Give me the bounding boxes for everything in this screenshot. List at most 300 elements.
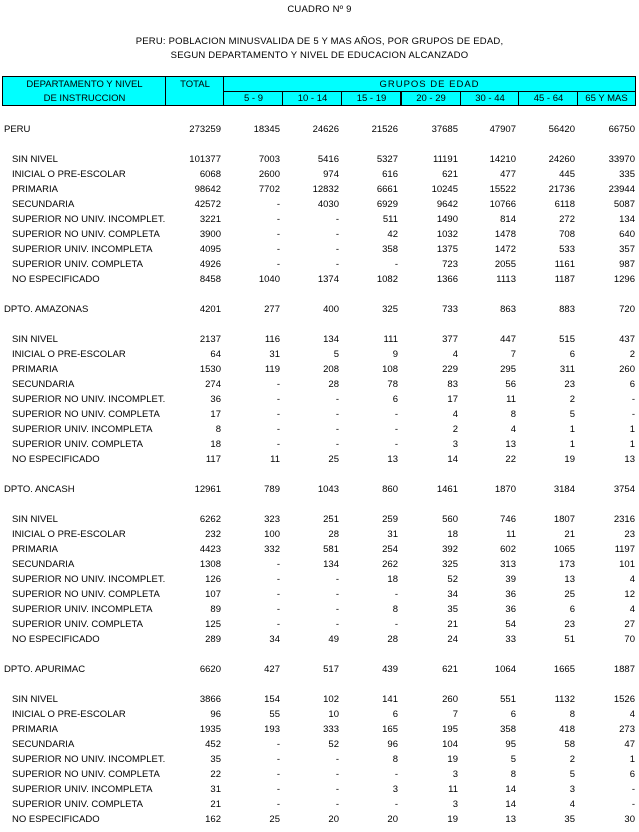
- cell-total: 36: [210, 394, 221, 405]
- cell-value: 154: [264, 694, 280, 705]
- cell-value: 6: [392, 709, 398, 720]
- cell-total: 96: [210, 709, 221, 720]
- row-label: SIN NIVEL: [12, 694, 58, 705]
- table-row: [0, 227, 639, 242]
- cell-value: 54: [505, 619, 516, 630]
- cell-value: 104: [442, 739, 458, 750]
- cell-value: 18345: [253, 124, 280, 135]
- cell-value: 11: [270, 454, 280, 465]
- header-divider: [518, 91, 519, 105]
- cell-value: 56: [505, 379, 516, 390]
- cell-value: 723: [442, 259, 458, 270]
- row-label: SIN NIVEL: [12, 154, 58, 165]
- cell-value: 1526: [613, 694, 635, 705]
- cell-value: 277: [264, 304, 280, 315]
- cell-value: 3: [452, 799, 458, 810]
- cell-value: 28: [387, 634, 398, 645]
- cell-value: -: [335, 574, 339, 585]
- cell-value: 15522: [489, 184, 516, 195]
- cell-total: 107: [205, 589, 221, 600]
- cell-total: 6262: [199, 514, 221, 525]
- cell-value: 34: [447, 589, 458, 600]
- cell-value: -: [394, 769, 398, 780]
- cell-value: 4: [629, 604, 635, 615]
- cell-value: -: [335, 589, 339, 600]
- header-age-20-29: 20 - 29: [416, 93, 446, 104]
- cell-total: 4201: [199, 304, 221, 315]
- cell-value: 24626: [312, 124, 339, 135]
- table-row: [0, 587, 639, 602]
- cell-value: 273: [619, 724, 635, 735]
- cell-value: 5: [333, 349, 339, 360]
- table-row: [0, 182, 639, 197]
- table-row: [0, 722, 639, 737]
- cell-value: 272: [559, 214, 575, 225]
- cell-value: 6661: [376, 184, 398, 195]
- cell-value: 260: [442, 694, 458, 705]
- section-label: DPTO. APURIMAC: [4, 664, 86, 675]
- cell-value: 511: [382, 214, 398, 225]
- cell-value: 325: [382, 304, 398, 315]
- cell-value: 3: [392, 784, 398, 795]
- header-total: TOTAL: [180, 79, 210, 90]
- header-divider: [282, 91, 283, 105]
- cell-value: 2600: [258, 169, 280, 180]
- cell-value: -: [394, 439, 398, 450]
- cell-value: 36: [505, 604, 516, 615]
- row-label: SIN NIVEL: [12, 514, 58, 525]
- header-age-10-14: 10 - 14: [297, 93, 328, 104]
- cell-value: 6: [392, 394, 398, 405]
- cell-value: 6118: [554, 199, 575, 210]
- cell-value: 2: [569, 394, 575, 405]
- cell-value: 5: [569, 409, 575, 420]
- cell-value: 31: [387, 529, 398, 540]
- cell-value: 25: [564, 589, 575, 600]
- cell-value: 1043: [317, 484, 339, 495]
- cell-value: 358: [500, 724, 516, 735]
- cell-total: 1530: [199, 364, 221, 375]
- cell-value: 55: [269, 709, 280, 720]
- cell-value: 10: [328, 709, 339, 720]
- cell-value: 262: [382, 559, 398, 570]
- cell-value: -: [276, 379, 280, 390]
- cell-value: -: [276, 784, 280, 795]
- cell-value: 1472: [494, 244, 516, 255]
- cell-total: 126: [205, 574, 221, 585]
- cell-value: 427: [264, 664, 280, 675]
- cell-total: 3221: [199, 214, 221, 225]
- cell-value: 42: [387, 229, 398, 240]
- header-department-line1: DEPARTAMENTO Y NIVEL: [26, 79, 143, 90]
- cell-value: 229: [442, 364, 458, 375]
- section-label: DPTO. AMAZONAS: [4, 304, 89, 315]
- cell-total: 8458: [199, 274, 221, 285]
- cell-value: -: [631, 784, 635, 795]
- table-row: [0, 167, 639, 182]
- table-header: [2, 76, 636, 106]
- cell-value: 1032: [436, 229, 458, 240]
- table-row: [0, 752, 639, 767]
- cell-value: 313: [500, 559, 516, 570]
- cell-value: 6: [569, 604, 575, 615]
- cell-value: 35: [447, 604, 458, 615]
- section-total-row: [0, 662, 639, 677]
- cell-value: 70: [624, 634, 635, 645]
- cell-value: 11191: [432, 154, 458, 165]
- cell-value: 863: [500, 304, 516, 315]
- cell-value: 1132: [554, 694, 575, 705]
- cell-value: 325: [442, 559, 458, 570]
- header-department-line2: DE INSTRUCCION: [43, 93, 126, 104]
- cell-value: 134: [323, 559, 339, 570]
- cell-value: -: [335, 259, 339, 270]
- cell-value: -: [276, 619, 280, 630]
- cell-value: 1082: [376, 274, 398, 285]
- row-label: PRIMARIA: [12, 544, 58, 555]
- cell-value: 11: [506, 529, 516, 540]
- cell-value: 418: [559, 724, 575, 735]
- table-row: [0, 362, 639, 377]
- cell-value: 445: [559, 169, 575, 180]
- cell-value: 5087: [613, 199, 635, 210]
- header-age-groups: GRUPOS DE EDAD: [379, 79, 480, 90]
- cell-total: 101377: [189, 154, 221, 165]
- cell-value: 1064: [494, 664, 516, 675]
- cell-value: 19: [564, 454, 575, 465]
- cell-value: 517: [323, 664, 339, 675]
- cell-value: -: [335, 604, 339, 615]
- cell-value: 30: [624, 814, 635, 825]
- row-label: NO ESPECIFICADO: [12, 634, 100, 645]
- table-row: [0, 737, 639, 752]
- cell-value: -: [276, 754, 280, 765]
- cell-value: 4: [569, 799, 575, 810]
- cell-value: 1665: [553, 664, 575, 675]
- cell-value: 2: [452, 424, 458, 435]
- row-label: SUPERIOR UNIV. INCOMPLETA: [12, 424, 153, 435]
- table-row: [0, 377, 639, 392]
- cell-total: 6620: [199, 664, 221, 675]
- cell-total: 289: [205, 634, 221, 645]
- cell-value: -: [631, 394, 635, 405]
- table-row: [0, 212, 639, 227]
- row-label: INICIAL O PRE-ESCOLAR: [12, 169, 126, 180]
- cell-value: 25: [328, 454, 339, 465]
- cell-value: 21736: [548, 184, 575, 195]
- cell-total: 12961: [194, 484, 221, 495]
- row-label: INICIAL O PRE-ESCOLAR: [12, 709, 126, 720]
- cell-value: 119: [264, 364, 280, 375]
- table-row: [0, 812, 639, 827]
- cell-total: 117: [205, 454, 221, 465]
- cell-total: 3866: [199, 694, 221, 705]
- cell-value: 708: [559, 229, 575, 240]
- cell-value: 12832: [312, 184, 339, 195]
- header-age-65-plus: 65 Y MAS: [585, 93, 628, 104]
- cell-total: 1308: [199, 559, 221, 570]
- header-divider: [223, 91, 635, 92]
- table-row: [0, 452, 639, 467]
- cell-value: -: [335, 409, 339, 420]
- cell-total: 31: [210, 784, 221, 795]
- cell-value: 323: [264, 514, 280, 525]
- cell-value: 23: [564, 619, 575, 630]
- cell-value: 720: [619, 304, 635, 315]
- cell-value: -: [276, 214, 280, 225]
- cell-value: 28: [328, 379, 339, 390]
- table-row: [0, 242, 639, 257]
- cell-value: 21: [564, 529, 575, 540]
- table-row: [0, 602, 639, 617]
- cell-value: 5416: [317, 154, 339, 165]
- cell-value: 56420: [548, 124, 575, 135]
- cell-value: 4: [452, 349, 458, 360]
- table-row: [0, 782, 639, 797]
- cell-value: -: [276, 799, 280, 810]
- cell-value: -: [335, 424, 339, 435]
- row-label: SUPERIOR UNIV. COMPLETA: [12, 619, 143, 630]
- cell-total: 8: [215, 424, 221, 435]
- cell-value: 208: [323, 364, 339, 375]
- cell-value: -: [276, 394, 280, 405]
- cell-total: 6068: [199, 169, 221, 180]
- cell-value: -: [394, 259, 398, 270]
- cell-value: 1375: [436, 244, 458, 255]
- cell-value: 746: [500, 514, 516, 525]
- cell-value: -: [276, 199, 280, 210]
- cell-total: 4926: [199, 259, 221, 270]
- cell-total: 274: [205, 379, 221, 390]
- cell-value: -: [276, 424, 280, 435]
- cell-value: 311: [559, 364, 575, 375]
- cell-value: 24: [447, 634, 458, 645]
- table-row: [0, 422, 639, 437]
- cell-value: 260: [619, 364, 635, 375]
- cell-value: 581: [323, 544, 339, 555]
- cell-value: 1187: [554, 274, 575, 285]
- cell-value: 19: [447, 814, 458, 825]
- header-age-45-64: 45 - 64: [533, 93, 564, 104]
- cell-value: 560: [442, 514, 458, 525]
- cell-value: 640: [619, 229, 635, 240]
- cell-value: 400: [323, 304, 339, 315]
- cell-value: -: [335, 769, 339, 780]
- cell-value: -: [276, 229, 280, 240]
- cell-value: 1: [569, 424, 575, 435]
- cell-total: 2137: [199, 334, 221, 345]
- row-label: SUPERIOR NO UNIV. INCOMPLET.: [12, 754, 166, 765]
- table-row: [0, 767, 639, 782]
- cell-total: 162: [205, 814, 221, 825]
- cell-value: 165: [382, 724, 398, 735]
- row-label: SUPERIOR UNIV. INCOMPLETA: [12, 244, 153, 255]
- cell-value: 10245: [431, 184, 458, 195]
- cell-value: -: [631, 799, 635, 810]
- cell-value: 602: [500, 544, 516, 555]
- cell-value: 5: [569, 769, 575, 780]
- cell-total: 4423: [199, 544, 221, 555]
- cell-value: 6: [510, 709, 516, 720]
- cell-value: 6: [629, 379, 635, 390]
- cell-value: 27: [624, 619, 635, 630]
- cell-value: 621: [442, 169, 458, 180]
- cell-value: 1: [629, 424, 635, 435]
- row-label: SUPERIOR UNIV. INCOMPLETA: [12, 784, 153, 795]
- cell-value: -: [276, 439, 280, 450]
- cell-total: 18: [210, 439, 221, 450]
- cell-value: 447: [500, 334, 516, 345]
- cell-value: 377: [442, 334, 458, 345]
- row-label: SUPERIOR NO UNIV. COMPLETA: [12, 769, 160, 780]
- row-label: NO ESPECIFICADO: [12, 814, 100, 825]
- cell-value: 1374: [317, 274, 339, 285]
- cell-value: 987: [619, 259, 635, 270]
- cell-total: 22: [210, 769, 221, 780]
- cell-value: 21526: [371, 124, 398, 135]
- cell-value: 14: [505, 784, 516, 795]
- cell-value: 533: [559, 244, 575, 255]
- cell-value: -: [276, 259, 280, 270]
- cell-value: 1490: [436, 214, 458, 225]
- cell-value: 24260: [548, 154, 575, 165]
- cell-value: -: [276, 574, 280, 585]
- cell-value: 101: [619, 559, 635, 570]
- cell-value: 7: [510, 349, 516, 360]
- cell-total: 64: [210, 349, 221, 360]
- cell-value: 8: [510, 409, 516, 420]
- cell-value: -: [335, 229, 339, 240]
- row-label: SECUNDARIA: [12, 379, 75, 390]
- cell-value: 5: [510, 754, 516, 765]
- cell-total: 89: [210, 604, 221, 615]
- cell-value: 860: [382, 484, 398, 495]
- row-label: NO ESPECIFICADO: [12, 454, 100, 465]
- row-label: SUPERIOR NO UNIV. INCOMPLET.: [12, 394, 166, 405]
- cell-value: 116: [264, 334, 280, 345]
- cell-value: 2: [629, 349, 635, 360]
- table-row: [0, 512, 639, 527]
- cell-value: 35: [564, 814, 575, 825]
- cell-value: -: [335, 244, 339, 255]
- cell-value: 8: [392, 754, 398, 765]
- cell-value: 111: [383, 334, 398, 345]
- table-row: [0, 392, 639, 407]
- cell-value: 883: [559, 304, 575, 315]
- table-row: [0, 557, 639, 572]
- cell-total: 1935: [199, 724, 221, 735]
- table-row: [0, 632, 639, 647]
- cell-value: -: [394, 619, 398, 630]
- cell-value: 974: [323, 169, 339, 180]
- cell-value: 22: [505, 454, 516, 465]
- row-label: SECUNDARIA: [12, 559, 75, 570]
- cell-value: 14210: [489, 154, 516, 165]
- cell-value: 34: [269, 634, 280, 645]
- cell-value: -: [276, 559, 280, 570]
- row-label: INICIAL O PRE-ESCOLAR: [12, 529, 126, 540]
- cell-value: 789: [264, 484, 280, 495]
- cell-value: 3: [452, 769, 458, 780]
- section-label: DPTO. ANCASH: [4, 484, 75, 495]
- cell-value: 358: [382, 244, 398, 255]
- cell-value: 9: [392, 349, 398, 360]
- cell-value: 8: [510, 769, 516, 780]
- cell-value: -: [631, 409, 635, 420]
- cell-value: 1: [569, 439, 575, 450]
- cell-value: -: [335, 619, 339, 630]
- cell-value: 49: [328, 634, 339, 645]
- cell-value: 4030: [317, 199, 339, 210]
- cell-value: 9642: [436, 199, 458, 210]
- cell-value: 13: [564, 574, 575, 585]
- cell-value: -: [276, 589, 280, 600]
- cell-value: 1113: [496, 274, 516, 285]
- cell-value: 3: [569, 784, 575, 795]
- cell-value: 332: [264, 544, 280, 555]
- table-row: [0, 197, 639, 212]
- cell-value: -: [335, 394, 339, 405]
- cell-value: 1887: [613, 664, 635, 675]
- cell-value: 134: [323, 334, 339, 345]
- table-row: [0, 692, 639, 707]
- cell-value: 4: [629, 574, 635, 585]
- table-row: [0, 797, 639, 812]
- row-label: PRIMARIA: [12, 184, 58, 195]
- cell-value: -: [276, 409, 280, 420]
- table-row: [0, 272, 639, 287]
- cell-value: 4: [629, 709, 635, 720]
- cell-value: 12: [624, 589, 635, 600]
- cell-value: 13: [387, 454, 398, 465]
- section-total-row: [0, 302, 639, 317]
- cell-value: 3184: [553, 484, 575, 495]
- cell-value: 47907: [489, 124, 516, 135]
- cell-value: 2: [569, 754, 575, 765]
- cell-value: 23944: [608, 184, 635, 195]
- cell-value: 5327: [376, 154, 398, 165]
- cell-value: -: [335, 214, 339, 225]
- cell-value: 6929: [376, 199, 398, 210]
- cell-value: 1478: [494, 229, 516, 240]
- cell-value: 621: [442, 664, 458, 675]
- cell-value: 4: [510, 424, 516, 435]
- section-label: PERU: [4, 124, 31, 135]
- cell-value: -: [335, 439, 339, 450]
- cell-value: -: [276, 769, 280, 780]
- header-divider: [165, 77, 166, 105]
- cell-value: 66750: [608, 124, 635, 135]
- cell-value: 2055: [494, 259, 516, 270]
- cell-value: 8: [569, 709, 575, 720]
- cell-value: 173: [559, 559, 575, 570]
- cell-value: 47: [624, 739, 635, 750]
- cell-value: 18: [447, 529, 458, 540]
- row-label: INICIAL O PRE-ESCOLAR: [12, 349, 126, 360]
- cell-value: 102: [323, 694, 339, 705]
- header-divider: [577, 91, 578, 105]
- cell-value: 551: [500, 694, 516, 705]
- cell-value: -: [335, 799, 339, 810]
- row-label: SUPERIOR UNIV. COMPLETA: [12, 439, 143, 450]
- cell-value: 7702: [258, 184, 280, 195]
- row-label: PRIMARIA: [12, 364, 58, 375]
- cell-value: 1065: [553, 544, 575, 555]
- header-divider: [460, 91, 461, 105]
- cell-value: 21: [447, 619, 458, 630]
- cell-value: 95: [505, 739, 516, 750]
- row-label: SUPERIOR NO UNIV. INCOMPLET.: [12, 574, 166, 585]
